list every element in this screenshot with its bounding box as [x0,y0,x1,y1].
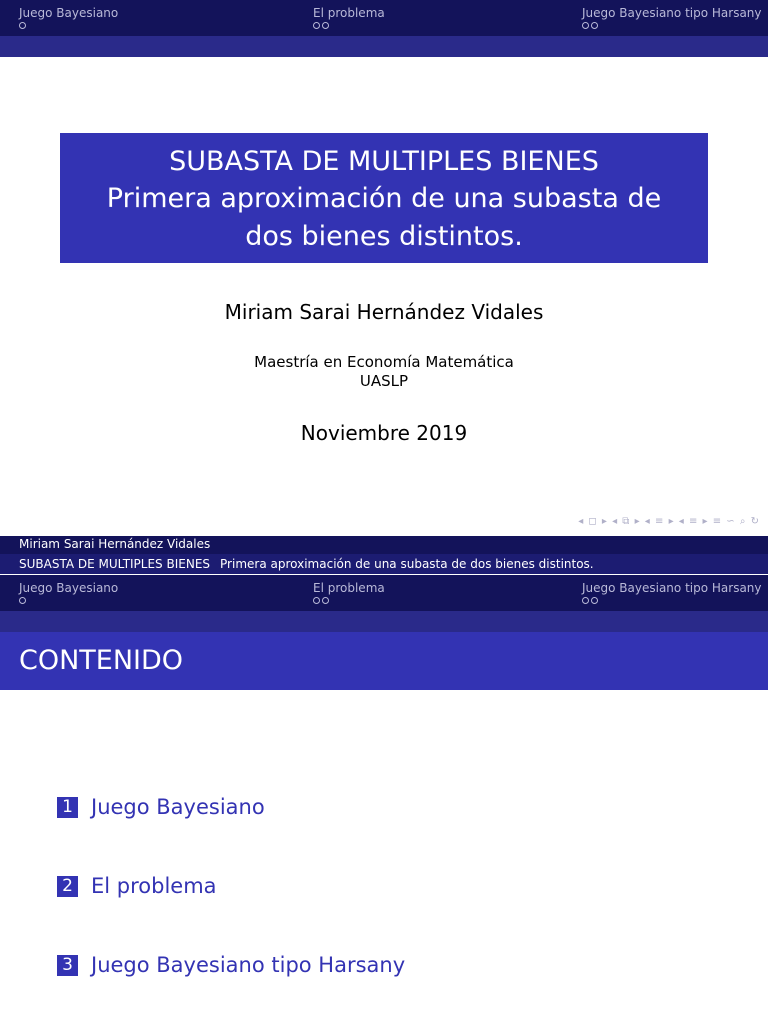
nav-strip [0,36,768,57]
nav-section-juego-bayesiano[interactable] [19,6,118,29]
nav-section-label: El problema [313,6,385,20]
nav-section-el-problema[interactable] [313,6,385,29]
footer-title: SUBASTA DE MULTIPLES BIENES [19,557,211,571]
top-nav-bar-2 [0,575,768,611]
frame-dot-icon[interactable] [591,597,598,604]
institute-line-1: Maestría en Economía Matemática [254,353,514,371]
frame-title: CONTENIDO [0,632,768,690]
footer-author: Miriam Sarai Hernández Vidales [0,536,768,554]
toc-label: Juego Bayesiano tipo Harsany [91,953,406,977]
toc-item-2[interactable] [57,874,217,898]
toc-number: 2 [57,876,78,897]
toc-number: 1 [57,797,78,818]
nav-section-juego-bayesiano[interactable] [19,581,118,604]
institute [0,353,768,391]
frame-dot-icon[interactable] [19,597,26,604]
nav-section-label: Juego Bayesiano tipo Harsany [582,581,762,595]
frame-dot-icon[interactable] [313,597,320,604]
presentation-date: Noviembre 2019 [300,421,468,445]
toc-item-1[interactable] [57,795,265,819]
toc-label: Juego Bayesiano [91,795,265,819]
frame-dot-icon[interactable] [582,22,589,29]
beamer-navigation-symbols[interactable]: ◂ ◻ ▸ ◂ ⧉ ▸ ◂ ≡ ▸ ◂ ≡ ▸ ≡ ∽ ⌕ ↻ [578,516,760,527]
institute-line-2: UASLP [359,372,409,390]
presentation-title: SUBASTA DE MULTIPLES BIENES [169,146,599,177]
frame-dot-icon[interactable] [313,22,320,29]
nav-section-label: Juego Bayesiano [19,6,119,20]
frame-dot-icon[interactable] [322,597,329,604]
nav-section-label: Juego Bayesiano [19,581,119,595]
footer-subtitle: Primera aproximación de una subasta de dos bienes distintos. [220,557,594,571]
nav-strip-2 [0,611,768,632]
footer-title-bar [0,554,768,574]
toc-label: El problema [91,874,217,898]
toc-number: 3 [57,955,78,976]
nav-section-harsany[interactable] [582,6,762,29]
presentation-subtitle: Primera aproximación de una subasta de dos bienes distintos. [106,183,662,252]
author-name: Miriam Sarai Hernández Vidales [224,300,544,324]
top-nav-bar [0,0,768,36]
nav-section-el-problema[interactable] [313,581,385,604]
toc-item-3[interactable] [57,953,405,977]
frame-dot-icon[interactable] [322,22,329,29]
frame-dot-icon[interactable] [19,22,26,29]
nav-section-harsany[interactable] [582,581,762,604]
title-block [60,133,708,263]
frame-dot-icon[interactable] [591,22,598,29]
nav-section-label: Juego Bayesiano tipo Harsany [582,6,762,20]
frame-dot-icon[interactable] [582,597,589,604]
nav-section-label: El problema [313,581,385,595]
